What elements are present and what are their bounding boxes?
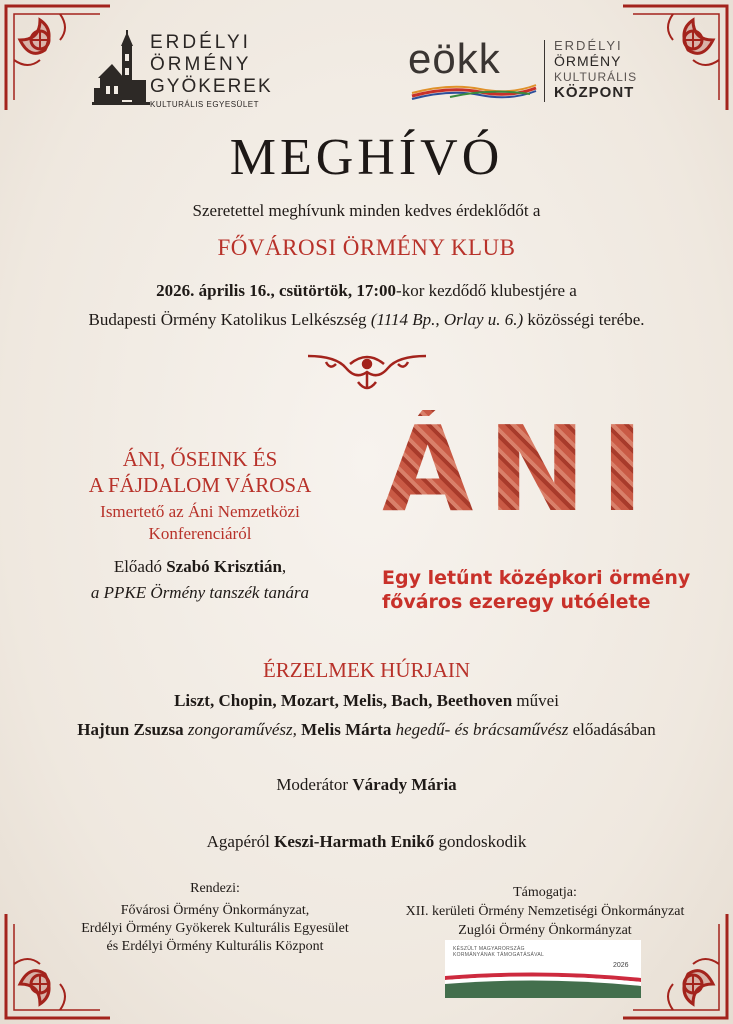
moderator-name: Várady Mária	[352, 775, 457, 794]
gov-banner-text-line2: KORMÁNYÁNAK TÁMOGATÁSÁVAL	[453, 952, 545, 958]
gov-banner-year: 2026	[613, 962, 629, 969]
logo-right-line1: ERDÉLYI	[554, 38, 623, 53]
event-date: 2026. április 16., csütörtök, 17:00	[156, 281, 397, 300]
supporters-line2: Zuglói Örmény Önkormányzat	[458, 923, 632, 938]
logo-right-line3: KULTURÁLIS	[554, 70, 638, 84]
gov-banner-text-line1: KÉSZÜLT MAGYARORSZÁG	[453, 946, 525, 952]
logo-left-line3: GYÖKEREK	[150, 76, 273, 97]
organizers-line3: és Erdélyi Örmény Kulturális Központ	[106, 939, 324, 954]
event-date-suffix: -kor kezdődő klubestjére a	[396, 281, 577, 300]
church-icon	[92, 30, 150, 112]
concert-composers	[0, 690, 733, 712]
venue-suffix: közösségi terébe.	[523, 310, 645, 329]
logo-left-line2: ÖRMÉNY	[150, 54, 252, 75]
agape-line	[0, 831, 733, 853]
composers-suffix: művei	[512, 691, 559, 710]
hungarian-flag-swoosh-icon	[445, 968, 641, 998]
page-title: MEGHÍVÓ	[229, 129, 504, 186]
ani-tagline-line2: főváros ezeregy utóélete	[382, 591, 651, 613]
lecture-presenter	[40, 556, 360, 578]
organizers-line1: Fővárosi Örmény Önkormányzat,	[120, 903, 310, 918]
concert-title: ÉRZELMEK HÚRJAIN	[262, 658, 471, 682]
logo-right-line4: KÖZPONT	[554, 84, 635, 101]
agape-suffix: gondoskodik	[434, 832, 527, 851]
presenter-role	[40, 582, 360, 604]
logo-eokk-brand: eökk	[408, 35, 501, 82]
performer1-name: Hajtun Zsuzsa	[77, 720, 184, 739]
organizers-heading: Rendezi:	[190, 881, 240, 896]
presenter-suffix: ,	[281, 557, 287, 576]
venue-address: (1114 Bp., Orlay u. 6.)	[370, 310, 524, 329]
lecture-subtitle-line2: Konferenciáról	[148, 524, 252, 543]
venue-line	[0, 309, 733, 331]
intro-text: Szeretettel meghívunk minden kedves érdeklődőt a	[192, 201, 541, 220]
logo-eokk	[408, 36, 658, 106]
divider-ornament	[306, 350, 428, 394]
moderator-prefix: Moderátor	[276, 775, 353, 794]
supporters-line1: XII. kerületi Örmény Nemzetiségi Önkormányzat	[405, 904, 685, 919]
supporters-heading: Támogatja:	[513, 885, 577, 900]
supporters-block	[380, 883, 710, 940]
date-line	[0, 280, 733, 302]
ani-tagline-line1: Egy letűnt középkori örmény	[382, 567, 691, 589]
logo-left-line1: ERDÉLYI	[150, 32, 251, 53]
lecture-title-line1: ÁNI, ŐSEINK ÉS	[122, 447, 278, 471]
composer-list: Liszt, Chopin, Mozart, Melis, Bach, Beethoven	[174, 691, 513, 710]
performer2-role: hegedű- és brácsaművész	[391, 720, 569, 739]
concert-performers	[0, 719, 733, 741]
ribbon-swoosh-icon	[410, 84, 538, 100]
agape-prefix: Agapéról	[206, 832, 275, 851]
performer2-name: Melis Márta	[301, 720, 392, 739]
presenter-name: Szabó Krisztián	[166, 557, 282, 576]
logo-right-line2: ÖRMÉNY	[554, 53, 622, 69]
venue-name: Budapesti Örmény Katolikus Lelkészség	[88, 310, 371, 329]
performer1-role: zongoraművész,	[183, 720, 302, 739]
lecture-title-line2: A FÁJDALOM VÁROSA	[88, 473, 312, 497]
organizers-block	[55, 880, 375, 956]
lecture-subtitle-line1: Ismertető az Áni Nemzetközi	[100, 502, 300, 521]
logo-divider	[544, 40, 545, 102]
agape-name: Keszi-Harmath Enikő	[274, 832, 435, 851]
moderator-line	[0, 774, 733, 796]
logo-erdelyi-ormeny-gyokerek	[92, 30, 282, 114]
performers-suffix: előadásában	[568, 720, 656, 739]
ani-word: ÁNI	[382, 400, 658, 538]
logo-left-line4: KULTURÁLIS EGYESÜLET	[150, 100, 259, 109]
presenter-prefix: Előadó	[113, 557, 167, 576]
government-support-banner	[445, 940, 641, 998]
presenter-role-text: a PPKE Örmény tanszék tanára	[90, 583, 310, 602]
organizers-line2: Erdélyi Örmény Gyökerek Kulturális Egyesület	[81, 921, 349, 936]
ani-graphic	[380, 392, 720, 622]
club-name: FŐVÁROSI ÖRMÉNY KLUB	[217, 235, 516, 260]
